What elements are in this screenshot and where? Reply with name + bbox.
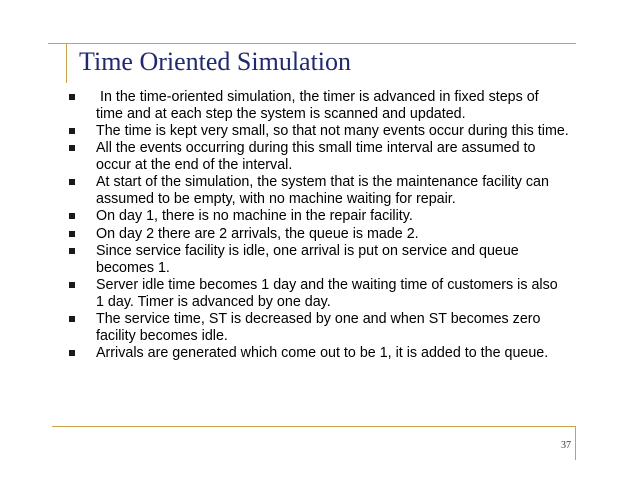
bullet-item [69,208,569,225]
square-bullet-icon [69,350,75,356]
square-bullet-icon [69,248,75,254]
bullet-item [69,89,569,122]
bottom-divider-line [52,426,576,427]
bullet-item [69,277,569,310]
bullet-text: On day 1, there is no machine in the repair facility. [96,208,413,225]
square-bullet-icon [69,282,75,288]
bullet-item [69,243,569,276]
bullet-text: On day 2 there are 2 arrivals, the queue is made 2. [96,225,419,242]
square-bullet-icon [69,145,75,151]
square-bullet-icon [69,231,75,237]
square-bullet-icon [69,128,75,134]
square-bullet-icon [69,94,75,100]
bullet-text: At start of the simulation, the system that is the maintenance facility can assumed to be empty, with no machine waiting for repair. [96,174,549,207]
bullet-text: The service time, ST is decreased by one and when ST becomes zero facility becomes idle. [96,311,541,344]
bullet-item [69,140,569,173]
square-bullet-icon [69,316,75,322]
bullet-text: Since service facility is idle, one arrival is put on service and queue becomes 1. [96,243,519,276]
bullet-item [69,311,569,344]
bullet-item [69,174,569,207]
top-divider-line [48,43,576,44]
bullet-text: Server idle time becomes 1 day and the waiting time of customers is also 1 day. Timer is advanced by one day. [96,277,558,310]
bullet-list [69,89,569,362]
slide-title: Time Oriented Simulation [79,47,352,76]
left-accent-line [66,43,67,83]
bullet-text: Arrivals are generated which come out to be 1, it is added to the queue. [96,345,549,362]
page-number: 37 [561,440,571,451]
square-bullet-icon [69,179,75,185]
bullet-item [69,226,569,243]
right-accent-line [575,426,576,460]
bullet-text: All the events occurring during this small time interval are assumed to occur at the end of the interval. [96,140,536,173]
bullet-item [69,123,569,140]
bullet-text: In the time-oriented simulation, the timer is advanced in fixed steps of time and at each step the system is scanned and updated. [96,89,543,122]
square-bullet-icon [69,213,75,219]
bullet-text: The time is kept very small, so that not many events occur during this time. [96,122,569,139]
bullet-item [69,345,569,362]
